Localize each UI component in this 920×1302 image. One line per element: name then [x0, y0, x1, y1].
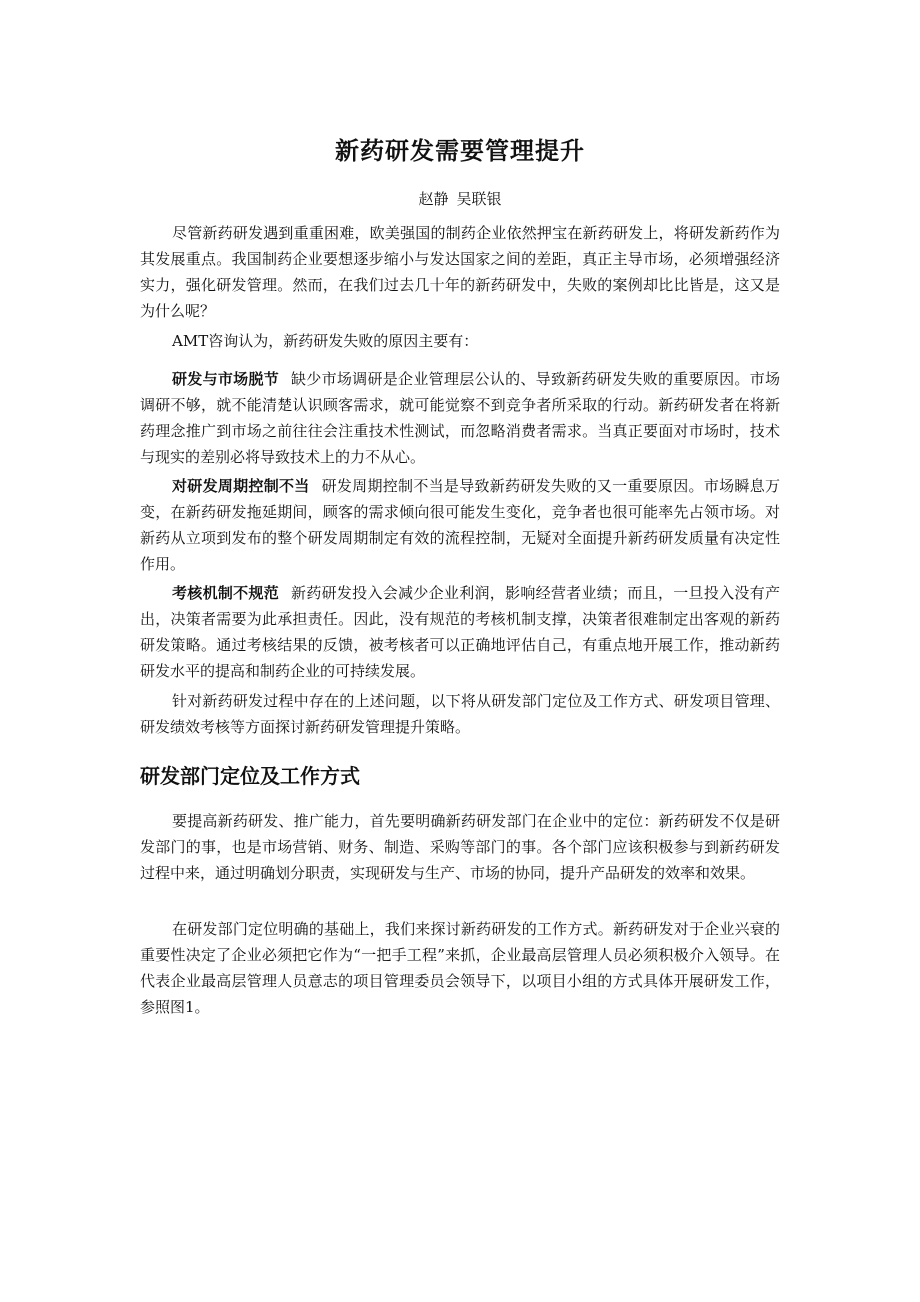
- reason-body: 研发周期控制不当是导致新药研发失败的又一重要原因。市场瞬息万变，在新药研发拖延期间，顾客的需求倾向很可能发生变化，竞争者也很可能率先占领市场。对新药从立项到发布的整个研发周期制定有效的流程控制，无疑对全面提升新药研发质量有决定性作用。: [140, 477, 780, 573]
- transition-paragraph: 针对新药研发过程中存在的上述问题，以下将从研发部门定位及工作方式、研发项目管理、研发绩效考核等方面探讨新药研发管理提升策略。: [140, 692, 780, 736]
- author-name: 赵静: [418, 190, 449, 208]
- section-paragraph: 要提高新药研发、推广能力，首先要明确新药研发部门在企业中的定位：新药研发不仅是研发部门的事，也是市场营销、财务、制造、采购等部门的事。各个部门应该积极参与到新药研发过程中来，通过明确划分职责，实现研发与生产、市场的协同，提升产品研发的效率和效果。: [140, 812, 780, 882]
- reason-paragraph-assessment: [140, 580, 780, 684]
- reason-paragraph-cycle: [140, 473, 780, 577]
- section-heading: 研发部门定位及工作方式: [140, 764, 360, 788]
- reason-lead: 对研发周期控制不当: [172, 477, 310, 495]
- reason-body: 缺少市场调研是企业管理层公认的、导致新药研发失败的重要原因。市场调研不够，就不能清楚认识顾客需求，就可能觉察不到竞争者所采取的行动。新药研发者在将新药理念推广到市场之前往往会注重技术性测试，而忽略消费者需求。当真正要面对市场时，技术与现实的差别必将导致技术上的力不从心。: [140, 370, 780, 466]
- reason-lead: 考核机制不规范: [172, 584, 280, 602]
- author-name: 吴联银: [456, 190, 502, 208]
- intro-paragraph: 尽管新药研发遇到重重困难，欧美强国的制药企业依然押宝在新药研发上，将研发新药作为其发展重点。我国制药企业要想逐步缩小与发达国家之间的差距，真正主导市场，必须增强经济实力，强化研发管理。然而，在我们过去几十年的新药研发中，失败的案例却比比皆是，这又是为什么呢？: [140, 224, 780, 320]
- reason-lead: 研发与市场脱节: [172, 370, 280, 388]
- amt-paragraph: AMT咨询认为，新药研发失败的原因主要有：: [172, 332, 479, 350]
- section-paragraph: 在研发部门定位明确的基础上，我们来探讨新药研发的工作方式。新药研发对于企业兴衰的重要性决定了企业必须把它作为“一把手工程”来抓，企业最高层管理人员必须积极介入领导。在代表企业最高层管理人员意志的项目管理委员会领导下，以项目小组的方式具体开展研发工作，参照图1。: [140, 920, 780, 1016]
- reason-body: 新药研发投入会减少企业利润，影响经营者业绩；而且，一旦投入没有产出，决策者需要为此承担责任。因此，没有规范的考核机制支撑，决策者很难制定出客观的新药研发策略。通过考核结果的反馈，被考核者可以正确地评估自己，有重点地开展工作，推动新药研发水平的提高和制药企业的可持续发展。: [140, 584, 780, 680]
- author-line: [0, 188, 920, 209]
- document-title: 新药研发需要管理提升: [335, 137, 585, 165]
- reason-paragraph-market: [140, 366, 780, 470]
